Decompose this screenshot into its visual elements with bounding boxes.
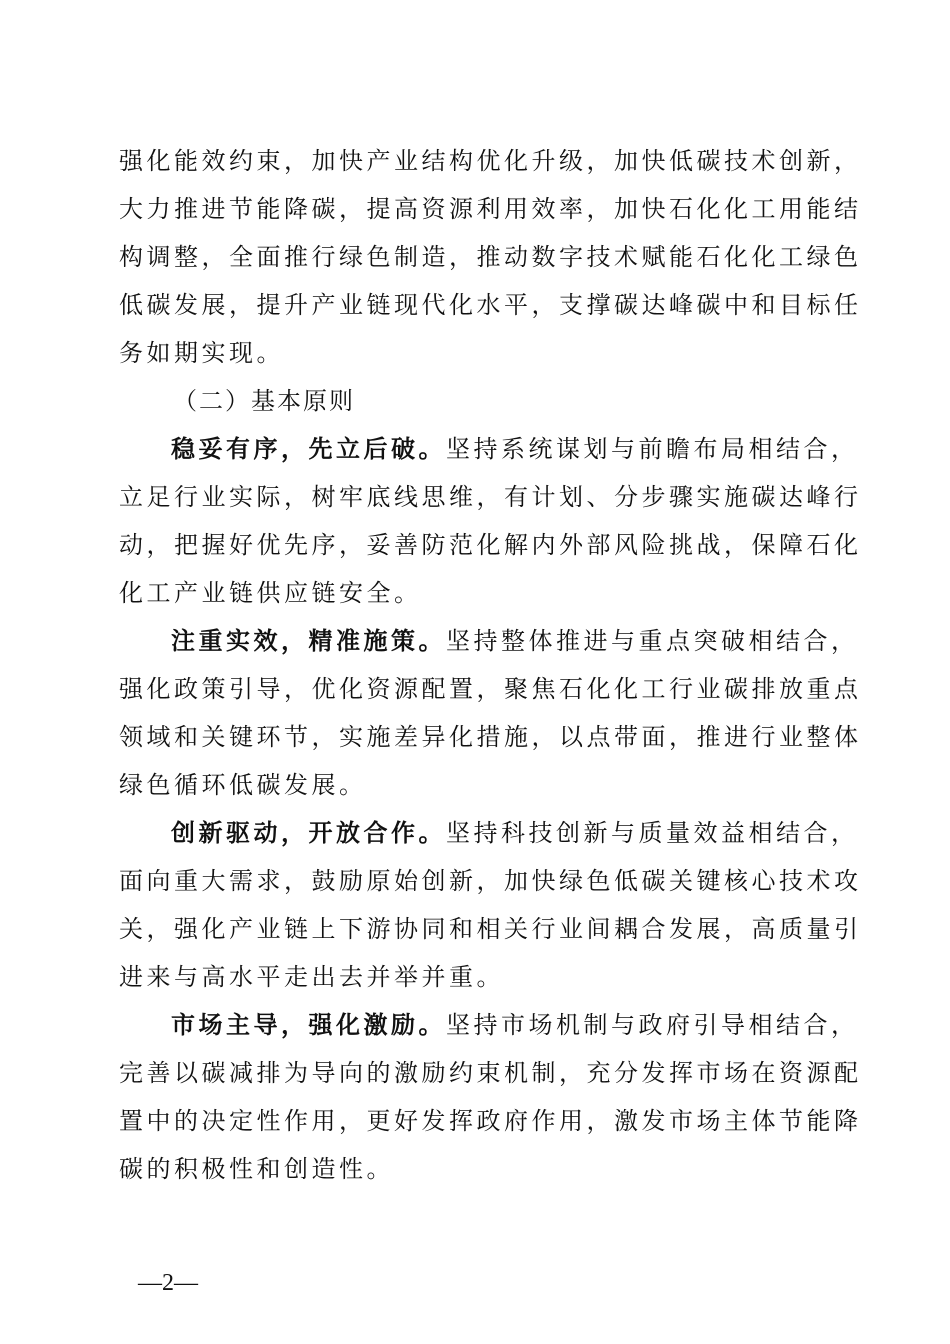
paragraph-first-rest: 坚持整体推进与重点突破相结合，: [446, 627, 859, 655]
text-line: 构调整，全面推行绿色制造，推动数字技术赋能石化化工绿色: [119, 243, 862, 271]
text-line: 碳的积极性和创造性。: [119, 1155, 394, 1183]
paragraph-lead: 稳妥有序，先立后破。: [171, 434, 446, 463]
text-line: 进来与高水平走出去并举并重。: [119, 963, 504, 991]
paragraph-principle-4: [119, 1001, 862, 1193]
paragraph-principle-3: [119, 809, 862, 1001]
paragraph-first-rest: 坚持系统谋划与前瞻布局相结合，: [446, 435, 859, 463]
section-heading: （二）基本原则: [173, 387, 355, 415]
text-line: 领域和关键环节，实施差异化措施，以点带面，推进行业整体: [119, 723, 862, 751]
paragraph-principle-1: [119, 425, 862, 617]
text-line: 低碳发展，提升产业链现代化水平，支撑碳达峰碳中和目标任: [119, 291, 862, 319]
document-body: [119, 137, 862, 1193]
paragraph-first-rest: 坚持科技创新与质量效益相结合，: [446, 819, 859, 847]
page-number: —2—: [138, 1270, 198, 1296]
paragraph-first-line: [119, 1001, 859, 1049]
paragraph-lead: 创新驱动，开放合作。: [171, 818, 446, 847]
paragraph-principle-2: [119, 617, 862, 809]
text-line: 关，强化产业链上下游协同和相关行业间耦合发展，高质量引: [119, 915, 862, 943]
text-line: 强化能效约束，加快产业结构优化升级，加快低碳技术创新，: [119, 147, 862, 175]
text-line: 面向重大需求，鼓励原始创新，加快绿色低碳关键核心技术攻: [119, 867, 862, 895]
text-line: 大力推进节能降碳，提高资源利用效率，加快石化化工用能结: [119, 195, 862, 223]
text-line: 务如期实现。: [119, 339, 284, 367]
paragraph-first-line: [119, 809, 859, 857]
text-line: 强化政策引导，优化资源配置，聚焦石化化工行业碳排放重点: [119, 675, 862, 703]
paragraph-first-line: [119, 425, 859, 473]
text-line: 立足行业实际，树牢底线思维，有计划、分步骤实施碳达峰行: [119, 483, 862, 511]
paragraph-first-rest: 坚持市场机制与政府引导相结合，: [446, 1011, 859, 1039]
text-line: 绿色循环低碳发展。: [119, 771, 367, 799]
text-line: 动，把握好优先序，妥善防范化解内外部风险挑战，保障石化: [119, 531, 862, 559]
paragraph-first-line: [119, 617, 859, 665]
text-line: 完善以碳减排为导向的激励约束机制，充分发挥市场在资源配: [119, 1059, 862, 1087]
text-line: 置中的决定性作用，更好发挥政府作用，激发市场主体节能降: [119, 1107, 862, 1135]
text-line: 化工产业链供应链安全。: [119, 579, 422, 607]
paragraph-lead: 注重实效，精准施策。: [171, 626, 446, 655]
paragraph-continuation: [119, 137, 862, 377]
paragraph-lead: 市场主导，强化激励。: [171, 1010, 446, 1039]
